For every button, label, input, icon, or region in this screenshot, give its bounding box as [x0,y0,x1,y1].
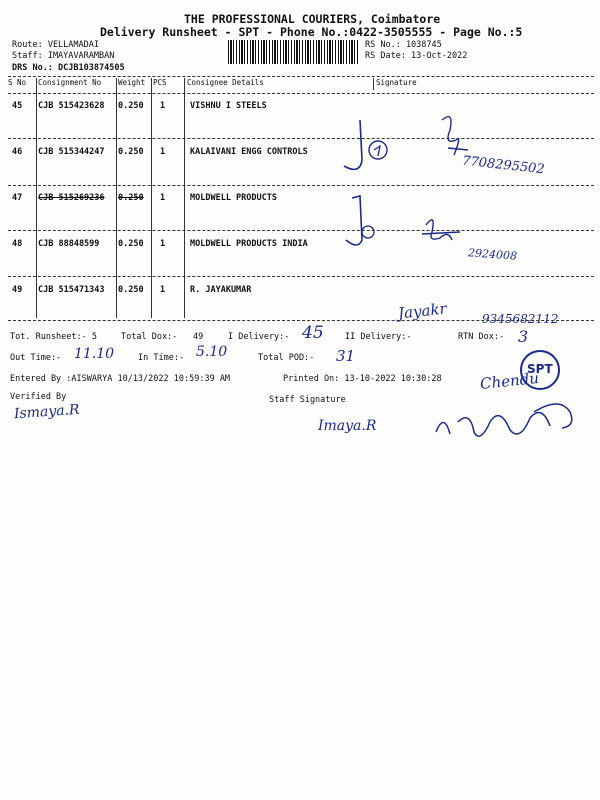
staff-text: Staff: IMAYAVARAMBAN [12,51,115,61]
i-delivery-label: I Delivery:- [228,332,290,342]
row-sno: 47 [12,193,23,203]
total-dox-value: 49 [193,332,204,342]
row-consignment: CJB 515423628 [38,101,105,111]
col-pcs: PCS [153,78,167,87]
stamp-text: SPT [527,362,553,376]
row-weight: 0.250 [118,147,144,157]
row-weight: 0.250 [118,193,144,203]
handwritten-phone-49: 9345682112 [482,312,559,326]
verified-by-label: Verified By [10,392,67,402]
row-sno: 48 [12,239,23,249]
in-time-value: 5.10 [196,344,228,360]
col-separator [36,78,37,318]
row-pcs: 1 [160,193,166,203]
row-consignee: VISHNU I STEELS [190,101,267,111]
total-pod-value: 31 [336,347,356,365]
col-separator [116,78,117,318]
tot-runsheet: Tot. Runsheet:- 5 [10,332,97,342]
row-pcs: 1 [160,147,166,157]
row-consignee: KALAIVANI ENGG CONTROLS [190,147,308,157]
handwritten-phone-46: 7708295502 [461,153,546,178]
col-weight: Weight [118,78,146,87]
printed-on: Printed On: 13-10-2022 10:30:28 [283,374,442,384]
handwritten-phone-48: 2924008 [467,246,518,263]
col-separator [184,78,185,318]
stamp-scribble [430,392,580,452]
row-consignee: R. JAYAKUMAR [190,285,252,295]
row-sno: 45 [12,101,23,111]
in-time-label: In Time:- [138,353,185,363]
staff-signature: Imaya.R [318,418,377,434]
entered-by: Entered By :AISWARYA 10/13/2022 10:59:39 AM [10,374,231,384]
runsheet-subtitle: Delivery Runsheet - SPT - Phone No.:0422-3505555 - Page No.:5 [100,25,523,39]
out-time-label: Out Time:- [10,353,62,363]
col-consignee: Consignee Details [187,78,264,87]
table-top-rule [8,76,594,77]
ii-delivery-label: II Delivery:- [345,332,412,342]
verified-by-signature: Ismaya.R [13,401,81,423]
row-consignment: CJB 88848599 [38,239,100,249]
handwritten-signatures [330,100,570,300]
out-time-value: 11.10 [74,346,115,362]
i-delivery-value: 45 [302,323,324,343]
row-pcs: 1 [160,285,166,295]
row-consignee: MOLDWELL PRODUCTS INDIA [190,239,308,249]
handwritten-signature-49: Jayakr [397,299,448,323]
col-separator [151,78,152,318]
row-sno: 46 [12,147,23,157]
total-pod-label: Total POD:- [258,353,315,363]
drs-number: DRS No.: DCJB103874505 [12,63,125,73]
row-consignment: CJB 515269236 [38,193,105,203]
rtn-dox-label: RTN Dox:- [458,332,505,342]
col-signature: Signature [376,78,417,87]
row-pcs: 1 [160,101,166,111]
rs-number: RS No.: 1038745 [365,40,442,50]
row-weight: 0.250 [118,101,144,111]
row-consignment: CJB 515344247 [38,147,105,157]
col-sno: S No [8,78,27,87]
header-bottom-rule [8,93,594,94]
rtn-dox-value: 3 [518,327,529,346]
route-text: Route: VELLAMADAI [12,40,99,50]
row-consignee: MOLDWELL PRODUCTS [190,193,277,203]
barcode [228,40,359,64]
col-separator [373,78,374,90]
stamp-signature: Chendu [479,368,540,394]
company-title: THE PROFESSIONAL COURIERS, Coimbatore [184,12,441,26]
col-consignment: Consignment No [38,78,102,87]
total-dox-label: Total Dox:- [121,332,178,342]
row-weight: 0.250 [118,239,144,249]
row-weight: 0.250 [118,285,144,295]
rs-date: RS Date: 13-Oct-2022 [365,51,468,61]
row-pcs: 1 [160,239,166,249]
row-sno: 49 [12,285,23,295]
staff-signature-label: Staff Signature [269,395,346,405]
row-consignment: CJB 515471343 [38,285,105,295]
